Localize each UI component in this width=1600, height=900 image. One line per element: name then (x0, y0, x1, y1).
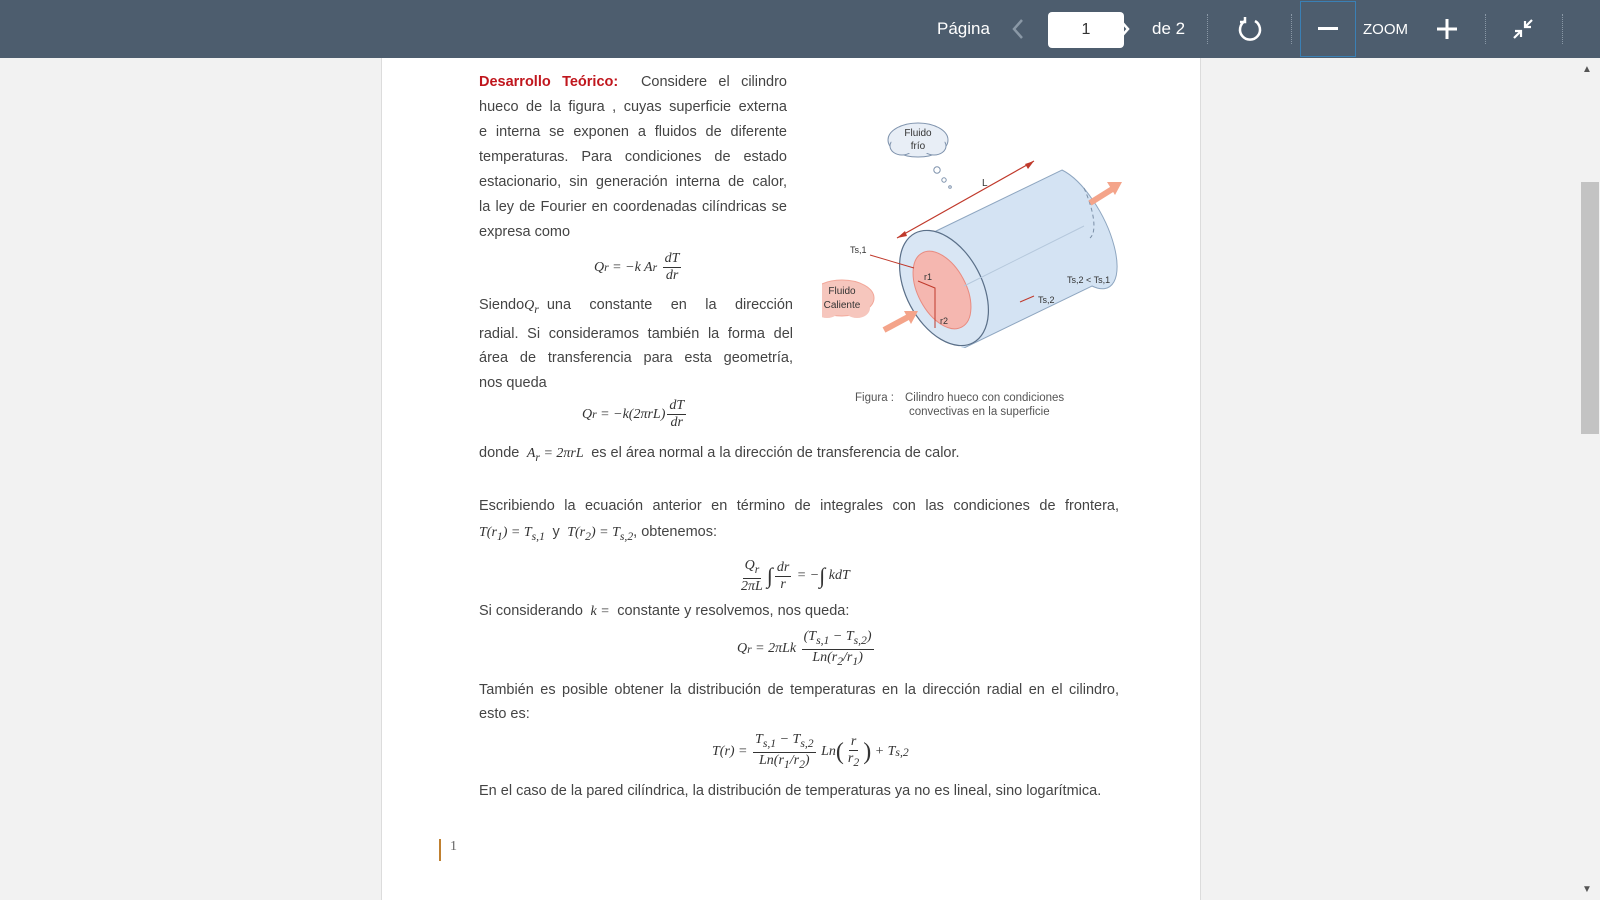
heat-out-arrow (1090, 182, 1122, 203)
equation-fourier: Q r = −k A r $\frac{dT}{dr}$ (594, 251, 680, 283)
previous-page-button[interactable] (1006, 9, 1030, 49)
plus-icon (1437, 19, 1457, 39)
total-pages-label: de 2 (1152, 19, 1186, 38)
text-span: , obtenemos: (633, 524, 717, 540)
text-line: También es posible obtener la distribución de temperaturas en la dirección radial en el cilindro, (479, 682, 1119, 698)
text-line: esto es: (479, 706, 530, 722)
figure-caption-prefix: Figura : (855, 392, 894, 404)
minus-icon (1318, 27, 1338, 31)
label-L: L (982, 178, 988, 189)
label-ts2: Ts,2 (1038, 295, 1055, 305)
chevron-left-icon (1011, 18, 1025, 40)
toolbar-divider (1207, 14, 1208, 44)
exit-fullscreen-button[interactable] (1508, 9, 1538, 49)
zoom-in-button[interactable] (1432, 9, 1462, 49)
next-page-button[interactable] (1112, 9, 1136, 49)
figure-caption-line-1: Cilindro hueco con condiciones (905, 392, 1065, 404)
text-line: En el caso de la pared cilíndrica, la distribución de temperaturas ya no es lineal, sino logarítmica. (479, 783, 1102, 799)
toolbar (0, 0, 1600, 58)
rotate-icon (1237, 16, 1263, 42)
text-span: una constante en la dirección (546, 297, 793, 313)
text-line (479, 599, 849, 624)
page-label: Página (937, 19, 990, 38)
text-line: radial. Si consideramos también la forma del (479, 326, 793, 342)
rotate-button[interactable] (1232, 9, 1268, 49)
equation-temp-distribution: T(r) = $\frac{T_{s,1} - T_{s,2}}{Ln(r_1/r_2)}$ Ln ( $\frac{r}{r_2}$ ) + T s,2 (712, 732, 909, 771)
text-line: e interna se exponen a fluidos de diferente (479, 124, 787, 140)
equation-fourier-cyl: Q r = −k(2πrL) $\frac{dT}{dr}$ (582, 398, 685, 430)
label-temperature-condition: Ts,2 < Ts,1 (1067, 275, 1111, 285)
text-span: donde (479, 445, 520, 461)
document-page (381, 58, 1201, 900)
scroll-up-arrow[interactable]: ▲ (1582, 64, 1592, 75)
text-span: Si considerando (479, 603, 583, 619)
text-line: nos queda (479, 375, 547, 391)
chevron-right-icon (1117, 18, 1131, 40)
zoom-label: ZOOM (1363, 21, 1408, 38)
cold-fluid-label-2: frío (910, 141, 926, 152)
collapse-icon (1512, 18, 1534, 40)
heat-in-arrow (884, 311, 918, 330)
hollow-cylinder-figure (822, 118, 1152, 348)
text-line: temperaturas. Para condiciones de estado (479, 149, 787, 165)
arrowhead (1025, 161, 1034, 169)
text-span: es el área normal a la dirección de transferencia de calor. (591, 445, 960, 461)
text-line (479, 441, 960, 470)
cold-fluid-cloud (888, 123, 951, 188)
toolbar-divider (1562, 14, 1563, 44)
zoom-out-button[interactable] (1300, 1, 1356, 57)
text-line: la ley de Fourier en coordenadas cilíndricas se (479, 199, 787, 215)
text-span: Considere el cilindro (640, 74, 787, 90)
hot-fluid-cloud (822, 280, 874, 318)
text-line: área de transferencia para esta geometría, (479, 350, 793, 366)
equation-integral: $\frac{Q_r}{2\pi L}$ ∫ $\frac{dr}{r}$ = − ∫ kdT (741, 558, 850, 594)
math-inline: k = (587, 604, 614, 619)
math-inline: $A_r = 2\pi rL$ (523, 446, 588, 464)
toolbar-divider (1291, 14, 1292, 44)
label-r1: r1 (924, 272, 933, 282)
text-line (479, 293, 793, 322)
toolbar-divider (1485, 14, 1486, 44)
text-line: hueco de la figura , cuyas superficie externa (479, 99, 787, 115)
math-inline: $Q_r$ (524, 298, 539, 316)
figure-caption-line-2: convectivas en la superficie (909, 406, 1050, 418)
math-inline: $T(r_1) = T_{s,1}$ (479, 525, 545, 543)
text-span: y (552, 524, 560, 540)
page-number: 1 (450, 839, 457, 854)
text-line (479, 520, 717, 549)
page-number-bar (439, 839, 441, 861)
text-span: Siendo (479, 297, 525, 313)
hot-fluid-label-2: Caliente (823, 300, 861, 311)
label-r2: r2 (940, 316, 949, 326)
math-inline: $T(r_2) = T_{s,2}$ (563, 525, 634, 543)
hot-fluid-label-1: Fluido (828, 286, 856, 297)
cold-fluid-label-1: Fluido (904, 128, 932, 139)
arrowhead (897, 231, 907, 238)
text-span: constante y resolvemos, nos queda: (617, 603, 850, 619)
scrollbar-thumb[interactable] (1581, 182, 1599, 434)
label-ts1: Ts,1 (850, 245, 867, 255)
document-viewer (0, 58, 1600, 900)
text-line (479, 70, 787, 95)
scroll-down-arrow[interactable]: ▼ (1582, 884, 1592, 895)
section-heading: Desarrollo Teórico: (479, 74, 619, 90)
text-line: expresa como (479, 224, 571, 240)
text-line: Escribiendo la ecuación anterior en término de integrales con las condiciones de frontera, (479, 498, 1119, 514)
text-line: estacionario, sin generación interna de calor, (479, 174, 787, 190)
equation-heat-rate: Q r = 2πLk $\frac{(T_{s,1} - T_{s,2})}{Ln(r_2/r_1)}$ (737, 629, 872, 668)
